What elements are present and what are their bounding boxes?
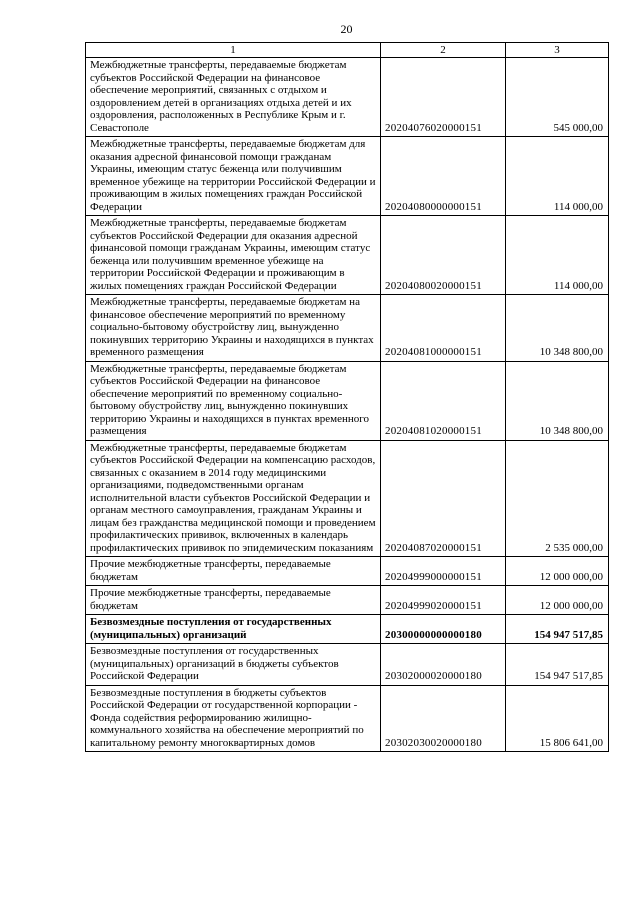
- row-amount: 2 535 000,00: [506, 440, 609, 557]
- row-description: Безвозмездные поступления в бюджеты субъектов Российской Федерации от государственной корпорации - Фонда содействия реформированию жилищно-коммунального хозяйства на обеспечение мероприятий по капитальному ремонту многоквартирных домов: [86, 685, 381, 752]
- page-number: 20: [340, 22, 353, 36]
- table-row: [86, 361, 609, 440]
- table-header-row: [86, 43, 609, 58]
- row-code: 20204081020000151: [381, 361, 506, 440]
- table-row-total: [86, 615, 609, 644]
- row-amount: 114 000,00: [506, 216, 609, 295]
- row-description: Межбюджетные трансферты, передаваемые бюджетам субъектов Российской Федерации на финансовое обеспечение мероприятий, связанных с отдыхом и оздоровлением детей в организациях отдыха детей и их оздоровления, расположенных в Республике Крым и г. Севастополе: [86, 58, 381, 137]
- row-description: Межбюджетные трансферты, передаваемые бюджетам субъектов Российской Федерации на финансовое обеспечение мероприятий по временному социально-бытовому обустройству лиц, вынужденно покинувших территорию Украины и находящихся в пунктах временного размещения: [86, 361, 381, 440]
- row-amount: 10 348 800,00: [506, 361, 609, 440]
- budget-table: [85, 42, 609, 752]
- table-row: [86, 557, 609, 586]
- row-amount: 154 947 517,85: [506, 615, 609, 644]
- row-description: Прочие межбюджетные трансферты, передаваемые бюджетам: [86, 586, 381, 615]
- table-row: [86, 644, 609, 686]
- row-code: 20300000000000180: [381, 615, 506, 644]
- row-code: 20204087020000151: [381, 440, 506, 557]
- row-description: Межбюджетные трансферты, передаваемые бюджетам для оказания адресной финансовой помощи гражданам Украины, имеющим статус беженца или получившим временное убежище на территории Российской Федерации и проживающим в жилых помещениях граждан Российской Федерации: [86, 137, 381, 216]
- row-amount: 114 000,00: [506, 137, 609, 216]
- row-description: Межбюджетные трансферты, передаваемые бюджетам субъектов Российской Федерации для оказания адресной финансовой помощи гражданам Украины, имеющим статус беженца или получившим временное убежище на территории Российской Федерации и проживающим в жилых помещениях граждан Российской Федерации: [86, 216, 381, 295]
- row-code: 20204081000000151: [381, 295, 506, 362]
- row-amount: 10 348 800,00: [506, 295, 609, 362]
- column-header-3: 3: [506, 43, 609, 58]
- row-description: Межбюджетные трансферты, передаваемые бюджетам субъектов Российской Федерации на компенсацию расходов, связанных с оказанием в 2014 году медицинскими организациями, подведомственными органам исполнительной власти субъектов Российской Федерации и органам местного самоуправления, гражданам Украины и лицам без гражданства медицинской помощи и проведением профилактических прививок, включенных в календарь профилактических прививок по эпидемическим показаниям: [86, 440, 381, 557]
- row-code: 20204999000000151: [381, 557, 506, 586]
- page-content: [85, 22, 608, 752]
- row-code: 20204080000000151: [381, 137, 506, 216]
- table-row: [86, 216, 609, 295]
- table-row: [86, 440, 609, 557]
- row-description: Безвозмездные поступления от государственных (муниципальных) организаций: [86, 615, 381, 644]
- table-row: [86, 685, 609, 752]
- row-description: Межбюджетные трансферты, передаваемые бюджетам на финансовое обеспечение мероприятий по временному социально-бытовому обустройству лиц, вынужденно покинувших территорию Украины и находящихся в пунктах временного размещения: [86, 295, 381, 362]
- row-code: 20204076020000151: [381, 58, 506, 137]
- row-amount: 12 000 000,00: [506, 586, 609, 615]
- row-amount: 545 000,00: [506, 58, 609, 137]
- row-code: 20302030020000180: [381, 685, 506, 752]
- row-amount: 12 000 000,00: [506, 557, 609, 586]
- table-row: [86, 58, 609, 137]
- table-row: [86, 586, 609, 615]
- row-code: 20204999020000151: [381, 586, 506, 615]
- row-amount: 15 806 641,00: [506, 685, 609, 752]
- column-header-2: 2: [381, 43, 506, 58]
- row-amount: 154 947 517,85: [506, 644, 609, 686]
- row-description: Прочие межбюджетные трансферты, передаваемые бюджетам: [86, 557, 381, 586]
- row-code: 20302000020000180: [381, 644, 506, 686]
- table-row: [86, 295, 609, 362]
- column-header-1: 1: [86, 43, 381, 58]
- row-code: 20204080020000151: [381, 216, 506, 295]
- table-row: [86, 137, 609, 216]
- row-description: Безвозмездные поступления от государственных (муниципальных) организаций в бюджеты субъектов Российской Федерации: [86, 644, 381, 686]
